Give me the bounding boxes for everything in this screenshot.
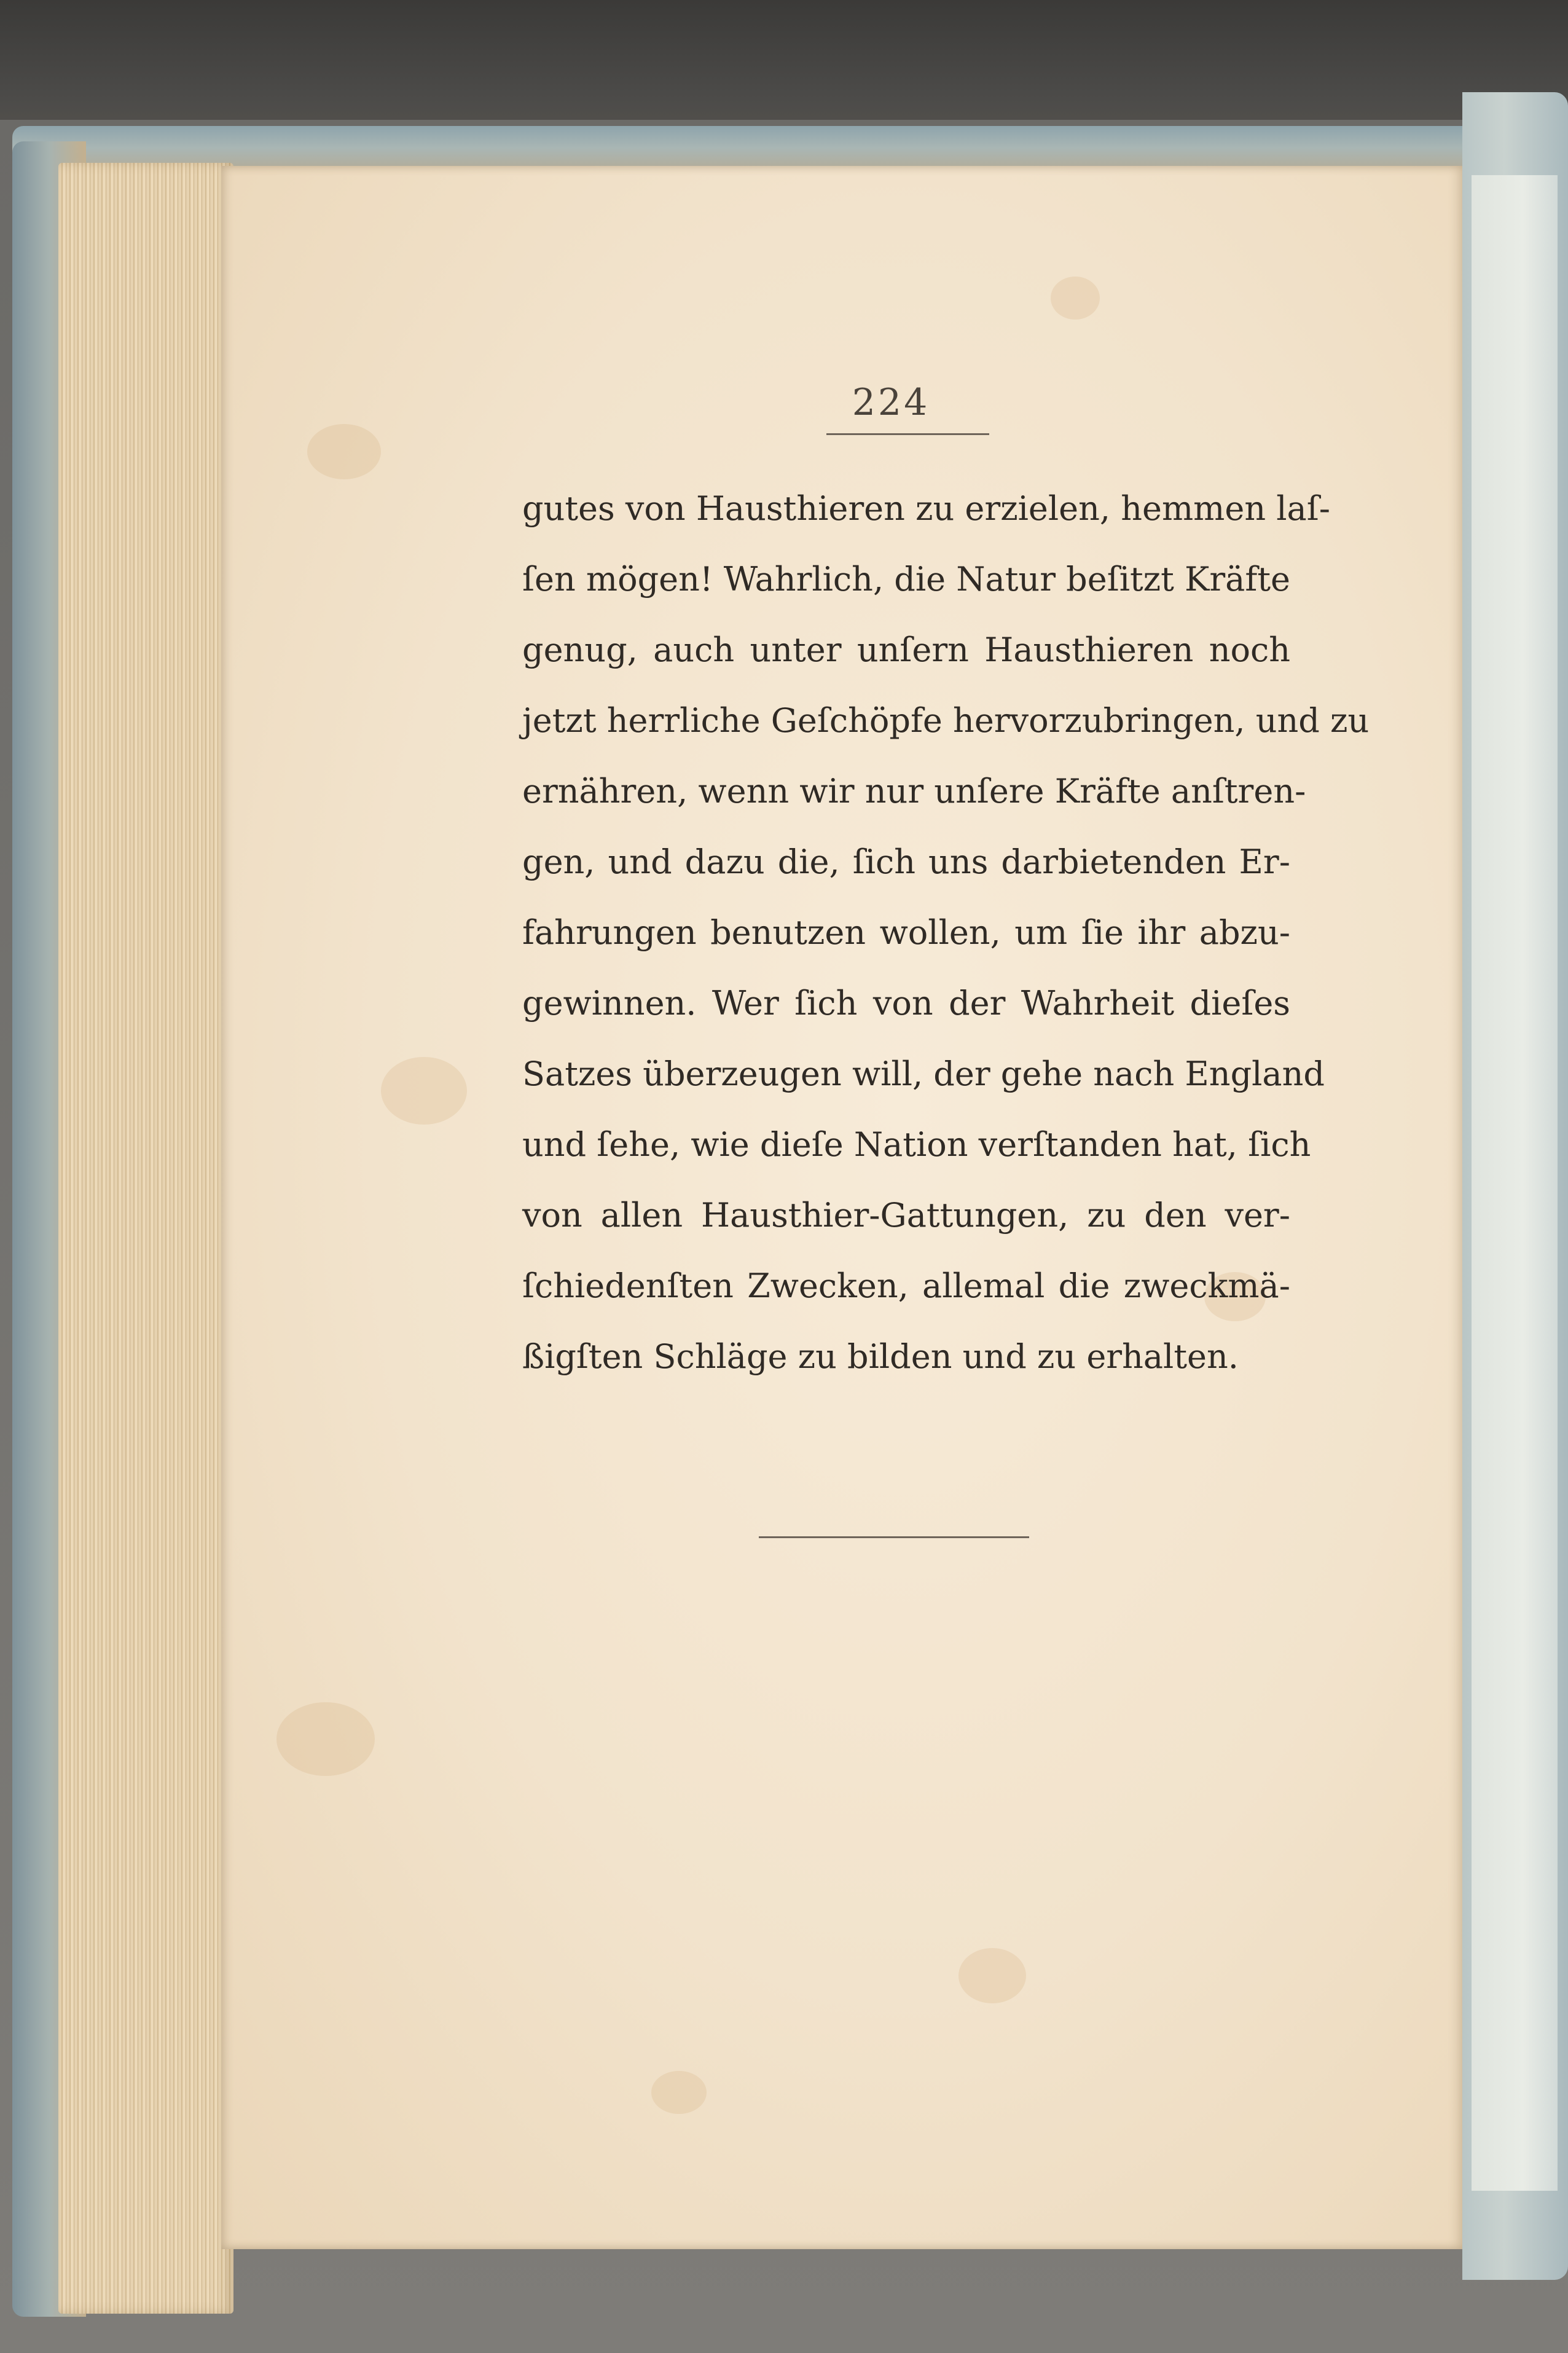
text-line: gutes von Hausthieren zu erzielen, hemmen laſ- [522,489,1330,528]
text-line: jetzt herrliche Geſchöpfe hervorzubringen, und zu [522,701,1370,740]
text-line: und ſehe, wie dieſe Nation verſtanden hat, ſich [522,1125,1311,1164]
text-line: von allen Hausthier-Gattungen, zu den ver- [522,1196,1290,1235]
text-line: ernähren, wenn wir nur unſere Kräfte anſtren- [522,772,1306,811]
foxing-spot [381,1057,467,1125]
text-line: genug, auch unter unſern Hausthieren noch [522,630,1290,669]
right-flyleaf [1472,175,1558,2191]
foxing-spot [1051,277,1100,320]
header-rule [826,433,989,435]
foxing-spot [651,2071,707,2114]
page-edges-stack [58,163,233,2314]
foxing-spot [307,424,381,479]
body-text [522,473,1370,1392]
text-line: ſen mögen! Wahrlich, die Natur beſitzt Kräfte [522,560,1290,599]
text-line: gewinnen. Wer ſich von der Wahrheit dieſes [522,984,1290,1023]
end-rule [759,1536,1029,1538]
foxing-spot [276,1702,375,1776]
text-line: ßigſten Schläge zu bilden und zu erhalten. [522,1337,1239,1376]
text-line: ſchiedenſten Zwecken, allemal die zweckmä- [522,1267,1290,1305]
page-number: 224 [852,381,930,424]
text-line: gen, und dazu die, ſich uns darbietenden Er- [522,843,1290,881]
foxing-spot [958,1948,1026,2003]
text-line: fahrungen benutzen wollen, um ſie ihr abzu- [522,913,1290,952]
text-line: Satzes überzeugen will, der gehe nach England [522,1055,1325,1093]
